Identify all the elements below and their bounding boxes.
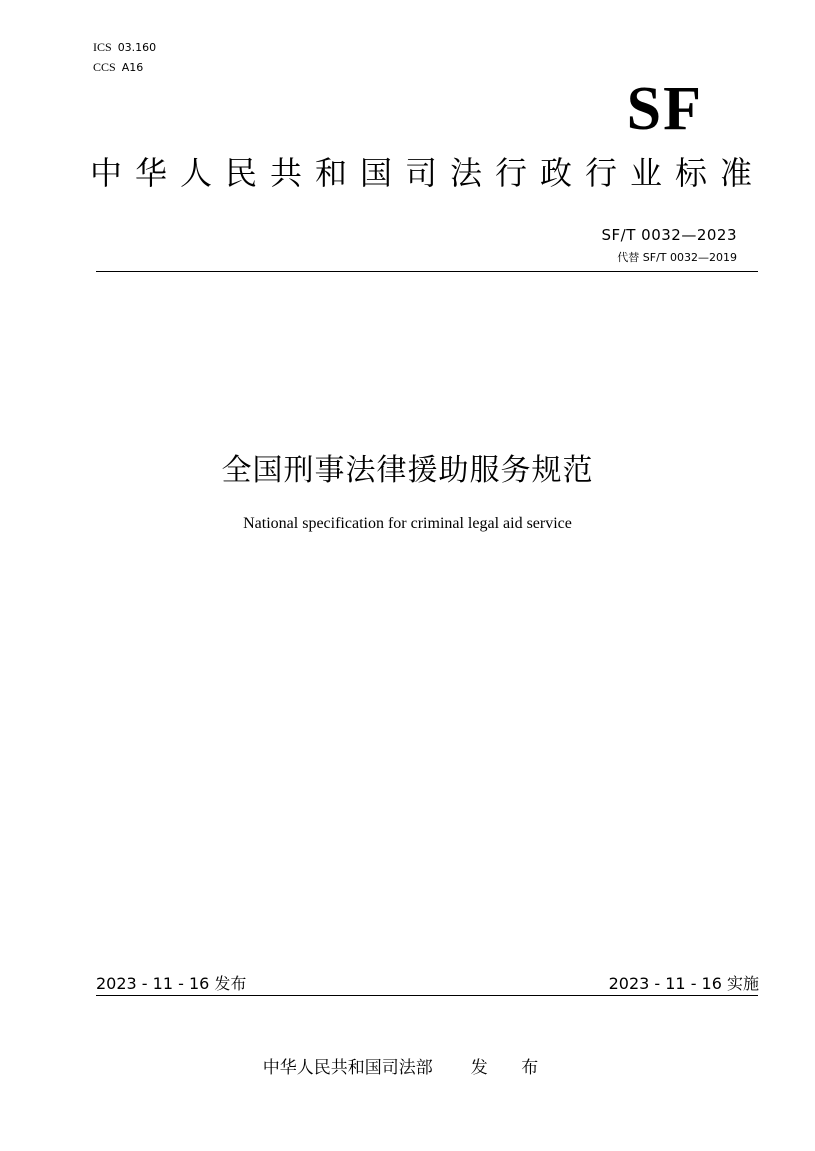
standard-category: 中华人民共和国司法行政行业标准 <box>90 154 766 192</box>
publisher-verb: 发 布 <box>470 1058 553 1078</box>
document-title-cn: 全国刑事法律援助服务规范 <box>221 453 594 488</box>
replaces-note: 代替 SF/T 0032—2019 <box>617 251 737 264</box>
ics-value: 03.160 <box>117 41 157 54</box>
top-divider <box>96 271 758 272</box>
implementation-date: 2023 - 11 - 16 实施 <box>608 974 759 993</box>
issue-date: 2023 - 11 - 16 发布 <box>96 974 247 993</box>
ics-code <box>93 40 156 55</box>
document-title-en: National specification for criminal legal aid service <box>243 515 572 532</box>
sf-logo-mark: SF <box>626 75 703 143</box>
ccs-label: CCS <box>93 60 116 74</box>
publisher-line <box>0 1053 815 1078</box>
ccs-code <box>93 60 143 75</box>
standard-number: SF/T 0032—2023 <box>601 226 737 244</box>
ics-label: ICS <box>93 40 112 54</box>
ccs-value: A16 <box>121 61 144 74</box>
bottom-divider <box>96 995 758 996</box>
publisher-name: 中华人民共和国司法部 <box>262 1058 433 1078</box>
